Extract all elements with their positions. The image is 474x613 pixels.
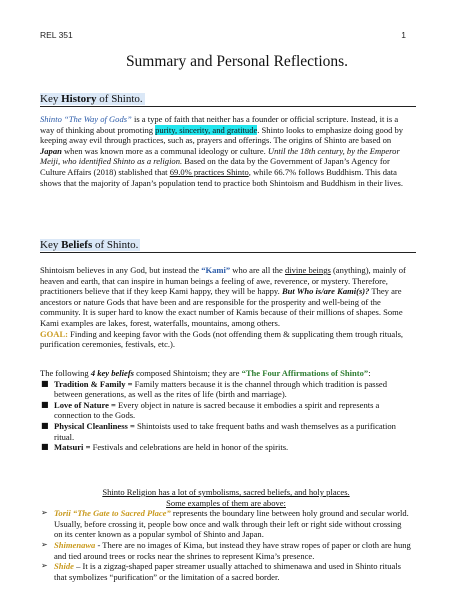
section-heading-beliefs: [40, 238, 416, 253]
list-item: ➢ Shimenawa - There are no images of Kima, but instead they have straw ropes of paper or cloth are hung and tied around trees or rocks near the shrines to represent Kima’s presence.: [41, 539, 411, 561]
arrow-bullet-icon: ➢: [41, 539, 48, 549]
list-item: ➢ Shide – It is a zigzag-shaped paper streamer usually attached to shimenawa and used in Shinto rituals that symbolizes “purification” or the limitation of a sacred border.: [41, 561, 402, 582]
course-code: REL 351: [40, 30, 73, 40]
history-paragraph: Shinto “The Way of Gods” is a type of faith that neither has a founder or official scripture. Instead, it is a way of thinking about promoting purity, sincerity, and gratitude. Shinto looks to emphasize doing good by keeping away evil through practices, such as, prayers and offerings. The origins of Shinto are based on Japan when was known more as a communal ideology or culture. Until the 18th century, by the Emperor Meiji, who identified Shinto as a religion. Based on the data by the Government of Japan’s Agency for Culture Affairs (2018) stablished that 69.0% practices Shinto, while 66.7% follows Buddhism. This data shows that the majority of Japan’s population tend to practice both Shintoism and Buddhism in their lives.: [40, 114, 404, 188]
affirmations-section: The following 4 key beliefs composed Shintoism; they are “The Four Affirmations of Shinto”: ■ Tradition & Family = Family matters because it is the channel through which tradition is passed between generations, as well as the rites of life (birth and marriage). ■ Love of Nature = Every object in nature is sacred because it embodies a spirit and represents a connection to the Gods. ■ Physical Cleanliness = Shintoists used to take frequent baths and wash themselves as a purification ritual. ■ Matsuri = Festivals and celebrations are held in honor of the spirits.: [40, 368, 412, 453]
section-heading-history: [40, 92, 416, 107]
beliefs-paragraph: Shintoism believes in any God, but instead the “Kami” who are all the divine beings (anything), mainly of heaven and earth, that can inspire in human beings a feeling of awe, reverence, or mystery. Therefore, practitioners believe that if they keep Kami happy, they will be happy. But Who is/are Kami(s)? They are ancestors or nature Gods that have been and are responsible for the prosperity and well-being of the community. It is super hard to know the exact number of Kamis because of their millions of shapes. Some Kami examples are lakes, forest, waterfalls, mountains, among others. GOAL: Finding and keeping favor with the Gods (not offending them & supplicating them trough rituals, purification ceremonies, festivals, etc.).: [40, 265, 406, 350]
square-bullet-icon: ■: [41, 442, 49, 452]
goal-label: GOAL:: [40, 328, 69, 339]
page-number: 1: [401, 30, 406, 40]
arrow-bullet-icon: ➢: [41, 508, 48, 518]
symbols-section: [40, 487, 412, 582]
square-bullet-icon: ■: [41, 399, 49, 409]
square-bullet-icon: ■: [41, 420, 49, 430]
list-item: ■ Tradition & Family = Family matters because it is the channel through which tradition is passed between generations, as well as the rites of life (birth and marriage).: [41, 378, 387, 400]
symbols-intro-line2: Some examples of them are above:: [166, 497, 286, 508]
list-item: ■ Matsuri = Festivals and celebrations are held in honor of the spirits.: [41, 442, 289, 453]
heading-highlight: Key Beliefs of Shinto.: [40, 239, 139, 251]
symbols-intro-line1: Shinto Religion has a lot of symbolisms, sacred beliefs, and holy places.: [102, 487, 350, 497]
page-title: Summary and Personal Reflections.: [125, 53, 349, 70]
arrow-bullet-icon: ➢: [41, 561, 48, 571]
highlight-purity: purity, sincerity, and gratitude: [155, 124, 258, 135]
list-item: ■ Physical Cleanliness = Shintoists used to take frequent baths and wash themselves as a purification ritual.: [41, 420, 396, 442]
heading-highlight: Key History of Shinto.: [40, 93, 143, 105]
square-bullet-icon: ■: [41, 378, 49, 388]
list-item: ■ Love of Nature = Every object in nature is sacred because it embodies a spirit and represents a connection to the Gods.: [41, 399, 380, 421]
list-item: ➢ Torii “The Gate to Sacred Place” represents the boundary line between holy ground and secular world. Usually, before crossing it, people bow once and walk through their left or right side without crossing on its center known as a popular symbol of Shinto and Japan.: [41, 508, 409, 540]
